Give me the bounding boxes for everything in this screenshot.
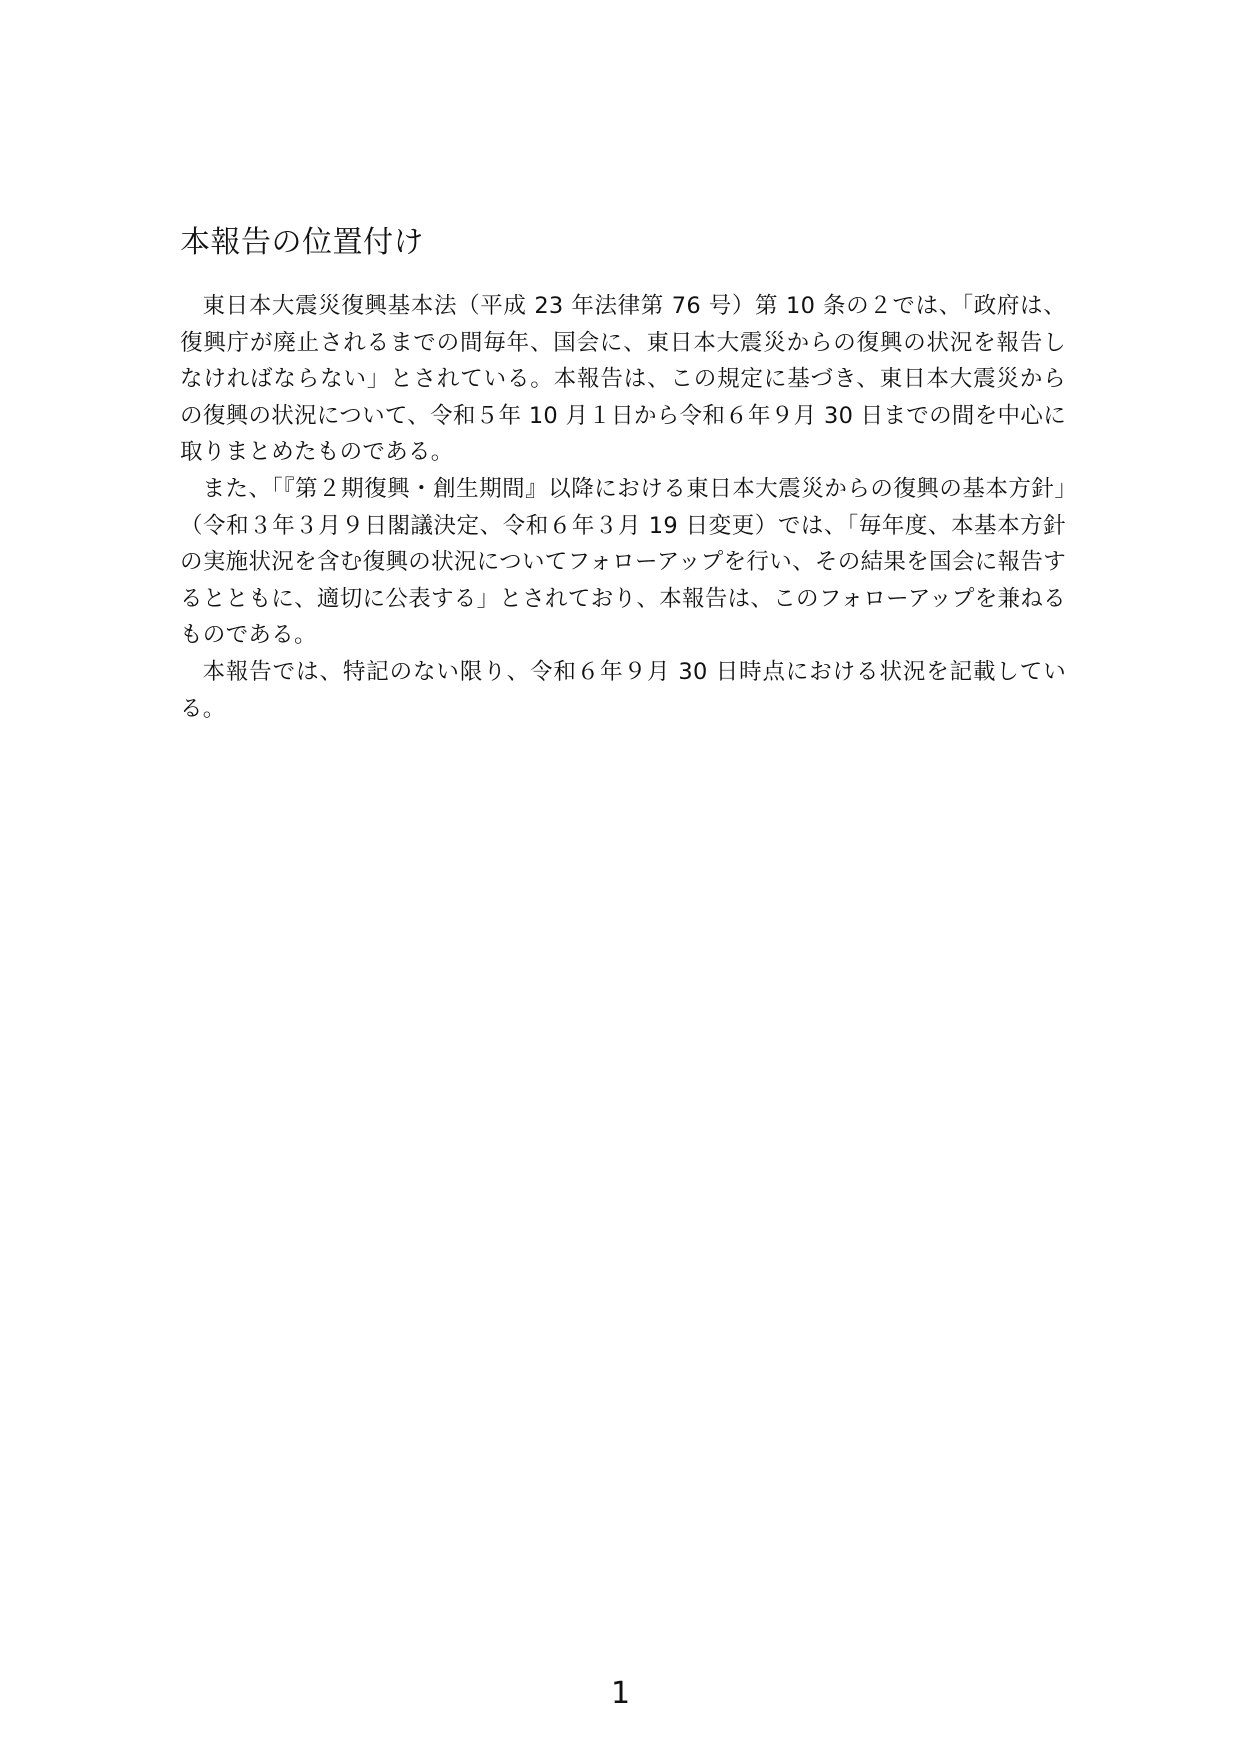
section-heading: 本報告の位置付け	[180, 225, 424, 260]
page-number: 1	[610, 1676, 631, 1711]
paragraph-3: 本報告では、特記のない限り、令和６年９月 30 日時点における状況を記載している。	[180, 658, 1066, 722]
paragraph-1: 東日本大震災復興基本法（平成 23 年法律第 76 号）第 10 条の２では、「政府は、復興庁が廃止されるまでの間毎年、国会に、東日本大震災からの復興の状況を報告しなければならない」とされている。本報告は、この規定に基づき、東日本大震災からの復興の状況について、令和５年 10 月１日から令和６年９月 30 日までの間を中心に取りまとめたものである。	[180, 293, 1066, 466]
body-text	[180, 288, 1066, 727]
paragraph-2: また、「『第２期復興・創生期間』以降における東日本大震災からの復興の基本方針」（令和３年３月９日閣議決定、令和６年３月 19 日変更）では、「毎年度、本基本方針の実施状況を含む復興の状況についてフォローアップを行い、その結果を国会に報告するとともに、適切に公表する」とされており、本報告は、このフォローアップを兼ねるものである。	[180, 475, 1066, 649]
